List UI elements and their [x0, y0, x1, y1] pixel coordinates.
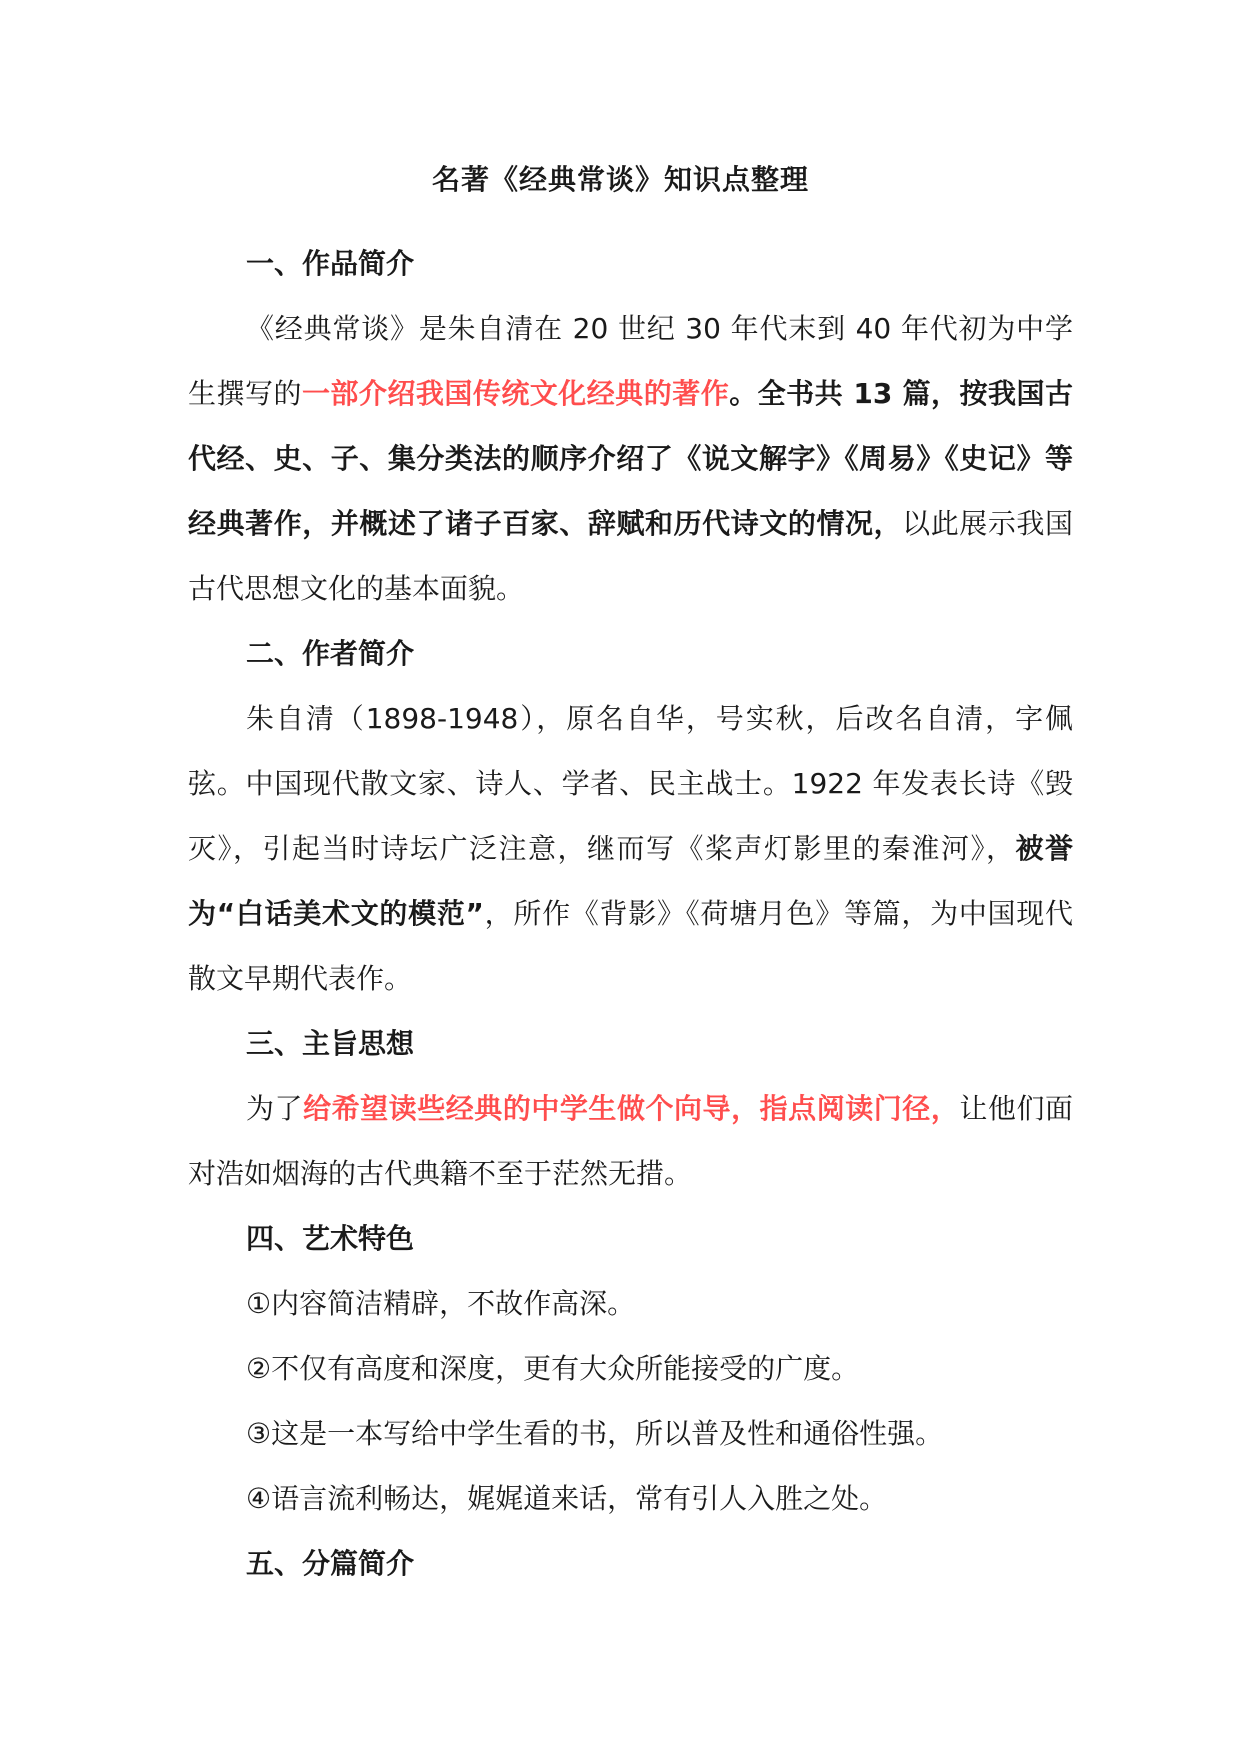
author-paragraph	[188, 686, 1073, 1011]
theme-end-text: 让他们面对浩如烟海的古代典籍不至于茫然无措。	[188, 1092, 1073, 1190]
section-heading-art: 四、艺术特色	[246, 1222, 415, 1255]
intro-paragraph	[188, 296, 1073, 621]
art-item-1: ①内容简洁精辟，不故作高深。	[246, 1287, 636, 1320]
section-heading-author: 二、作者简介	[246, 637, 415, 670]
theme-start-text: 为了	[246, 1092, 304, 1125]
theme-paragraph	[188, 1076, 1073, 1206]
author-end-text: ，所作《背影》《荷塘月色》等篇，为中国现代散文早期代表作。	[188, 897, 1073, 995]
art-item-2: ②不仅有高度和深度，更有大众所能接受的广度。	[246, 1352, 860, 1385]
author-text: 朱自清（1898-1948），原名自华，号实秋，后改名自清，字佩弦。中国现代散文家、诗人、学者、民主战士。1922 年发表长诗《毁灭》，引起当时诗坛广泛注意，继而写《桨声灯影里的秦淮河》，	[188, 702, 1073, 865]
intro-highlight: 一部介绍我国传统文化经典的著作	[301, 377, 730, 410]
section-heading-chapters: 五、分篇简介	[246, 1547, 415, 1580]
section-heading-intro: 一、作品简介	[246, 247, 415, 280]
art-item-4: ④语言流利畅达，娓娓道来话，常有引人入胜之处。	[246, 1482, 888, 1515]
document-body	[188, 231, 1073, 1596]
art-item-3: ③这是一本写给中学生看的书，所以普及性和通俗性强。	[246, 1417, 944, 1450]
theme-highlight: 给希望读些经典的中学生做个向导，指点阅读门径，	[303, 1092, 960, 1125]
author-bold-text: 被誉为“白话美术文的模范”	[188, 832, 1073, 930]
section-heading-theme: 三、主旨思想	[246, 1027, 415, 1060]
intro-end-text: 以此展示我国古代思想文化的基本面貌。	[188, 507, 1073, 605]
intro-text: 《经典常谈》是朱自清在 20 世纪 30 年代末到 40 年代初为中学生撰写的	[188, 312, 1073, 410]
intro-bold-text: 。全书共 13 篇，按我国古代经、史、子、集分类法的顺序介绍了《说文解字》《周易》《史记》等经典著作，并概述了诸子百家、辞赋和历代诗文的情况，	[188, 377, 1073, 540]
page-title: 名著《经典常谈》知识点整理	[431, 163, 809, 196]
